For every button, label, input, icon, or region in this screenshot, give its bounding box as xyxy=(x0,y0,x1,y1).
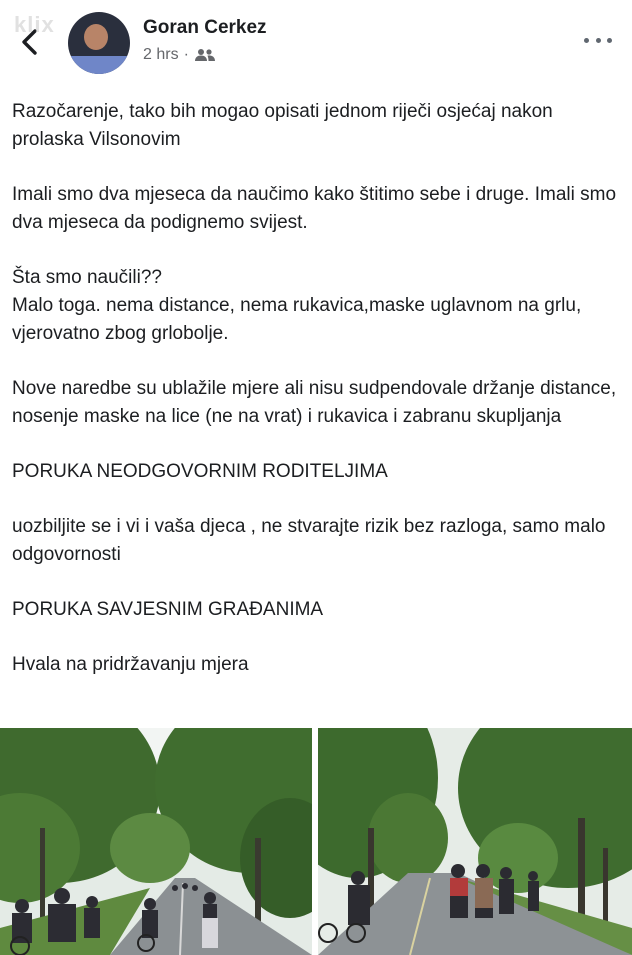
avatar-face xyxy=(84,24,108,50)
photo-2-image xyxy=(318,728,632,955)
avatar[interactable] xyxy=(68,12,130,74)
photo-park-path-1[interactable] xyxy=(0,728,312,955)
post-paragraph: Razočarenje, tako bih mogao opisati jednom riječi osjećaj nakon prolaska Vilsonovim xyxy=(12,101,553,150)
post-time[interactable]: 2 hrs xyxy=(143,46,179,63)
avatar-frame-band xyxy=(68,56,130,74)
more-dots-icon-dot xyxy=(596,38,601,43)
friends-icon xyxy=(195,48,215,62)
more-dots-icon-dot xyxy=(607,38,612,43)
post-paragraph: Malo toga. nema distance, nema rukavica,maske uglavnom na grlu, vjerovatno zbog grlobolje. xyxy=(12,295,582,344)
post-paragraph: PORUKA NEODGOVORNIM RODITELJIMA xyxy=(12,461,388,482)
meta-separator: · xyxy=(183,46,189,63)
more-dots-icon xyxy=(584,38,589,43)
watermark: klix xyxy=(14,12,55,37)
post-paragraph: Šta smo naučili?? xyxy=(12,267,162,288)
post-photos xyxy=(0,728,632,955)
post-paragraph: Hvala na pridržavanju mjera xyxy=(12,654,249,675)
post-meta xyxy=(143,46,215,64)
more-options-button[interactable] xyxy=(584,30,612,50)
post-paragraph: Imali smo dva mjeseca da naučimo kako štitimo sebe i druge. Imali smo dva mjeseca da podignemo svijest. xyxy=(12,184,617,233)
post-header xyxy=(0,0,632,84)
author-name[interactable]: Goran Cerkez xyxy=(143,17,267,38)
photo-park-path-2[interactable] xyxy=(318,728,632,955)
post-paragraph: Nove naredbe su ublažile mjere ali nisu sudpendovale držanje distance, nosenje maske na lice (ne na vrat) i rukavica i zabranu skupljanja xyxy=(12,378,617,427)
photo-1-image xyxy=(0,728,312,955)
post-text xyxy=(12,98,620,706)
post-paragraph: uozbiljite se i vi i vaša djeca , ne stvarajte rizik bez razloga, samo malo odgovornosti xyxy=(12,516,606,565)
post-paragraph: PORUKA SAVJESNIM GRAĐANIMA xyxy=(12,599,324,620)
